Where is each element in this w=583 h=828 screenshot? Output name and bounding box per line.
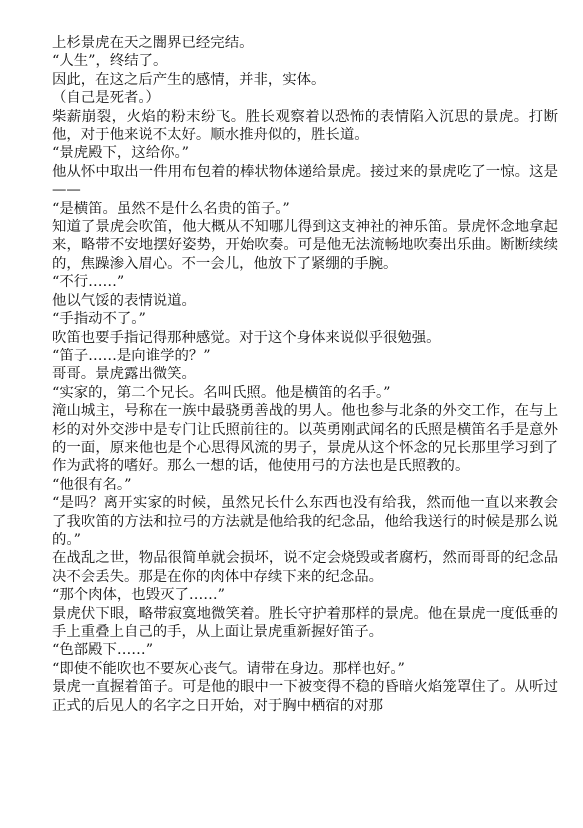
paragraph: 景虎一直握着笛子。可是他的眼中一下被变得不稳的昏暗火焰笼罩住了。从听过正式的后见人的名字之日开始，对于胸中栖宿的对那: [52, 679, 558, 714]
paragraph: “景虎殿下，这给你。”: [52, 145, 190, 162]
paragraph: “他很有名。”: [52, 476, 132, 493]
paragraph: 哥哥。景虎露出微笑。: [52, 366, 196, 383]
paragraph: 在战乱之世，物品很简单就会损坏，说不定会烧毁或者腐朽，然而哥哥的纪念品决不会丢失。那是在你的肉体中存续下来的纪念品。: [52, 550, 558, 585]
paragraph: 他从怀中取出一件用布包着的棒状物体递给景虎。接过来的景虎吃了一惊。这是——: [52, 163, 558, 199]
paragraph: 他以气馁的表情说道。: [52, 292, 196, 309]
paragraph: “手指动不了。”: [52, 311, 146, 328]
document-page: [52, 34, 558, 715]
paragraph: 滝山城主，号称在一族中最骁勇善战的男人。他也参与北条的外交工作，在与上杉的对外交涉中是专门让氏照前往的。以英勇刚武闻名的氏照是横笛名手是意外的一面，原来他也是个心思得风流的男子，景虎从这个怀念的兄长那里学习到了作为武将的嗜好。那么一想的话，他使用弓的方法也是氏照教的。: [52, 403, 558, 475]
paragraph: 知道了景虎会吹笛，他大概从不知哪儿得到这支神社的神乐笛。景虎怀念地拿起来，略带不安地摆好姿势，开始吹奏。可是他无法流畅地吹奏出乐曲。断断续续的，焦躁渗入眉心。不一会儿，他放下了紧绷的手腕。: [52, 219, 558, 272]
paragraph: 上杉景虎在天之闇界已经完结。: [52, 35, 254, 51]
paragraph: “色部殿下……”: [52, 642, 154, 659]
paragraph: 吹笛也要手指记得那种感觉。对于这个身体来说似乎很勉强。: [52, 329, 441, 346]
paragraph: “是横笛。虽然不是什么名贵的笛子。”: [52, 200, 290, 217]
paragraph: “不行……”: [52, 274, 125, 291]
paragraph: “即使不能吹也不要灰心丧气。请带在身边。那样也好。”: [52, 660, 405, 677]
paragraph: 景虎伏下眼，略带寂寞地微笑着。胜长守护着那样的景虎。他在景虎一度低垂的手上重叠上自己的手，从上面让景虎重新握好笛子。: [52, 605, 558, 640]
paragraph: “实家的，第二个兄长。名叫氏照。他是横笛的名手。”: [52, 384, 391, 401]
paragraph: 因此，在这之后产生的感情，并非，实体。: [52, 71, 326, 88]
paragraph: “那个肉体，也毁灭了……”: [52, 587, 226, 604]
paragraph: “人生”，终结了。: [52, 53, 168, 70]
paragraph: 柴薪崩裂，火焰的粉末纷飞。胜长观察着以恐怖的表情陷入沉思的景虎。打断他，对于他来说不太好。顺水推舟似的，胜长道。: [52, 108, 558, 144]
paragraph: （自己是死者。）: [52, 90, 160, 107]
paragraph: “是吗？离开实家的时候，虽然兄长什么东西也没有给我，然而他一直以来教会了我吹笛的方法和拉弓的方法就是他给我的纪念品，他给我送行的时候是那么说的。”: [52, 495, 558, 548]
paragraph: “笛子……是向谁学的？”: [52, 347, 211, 364]
